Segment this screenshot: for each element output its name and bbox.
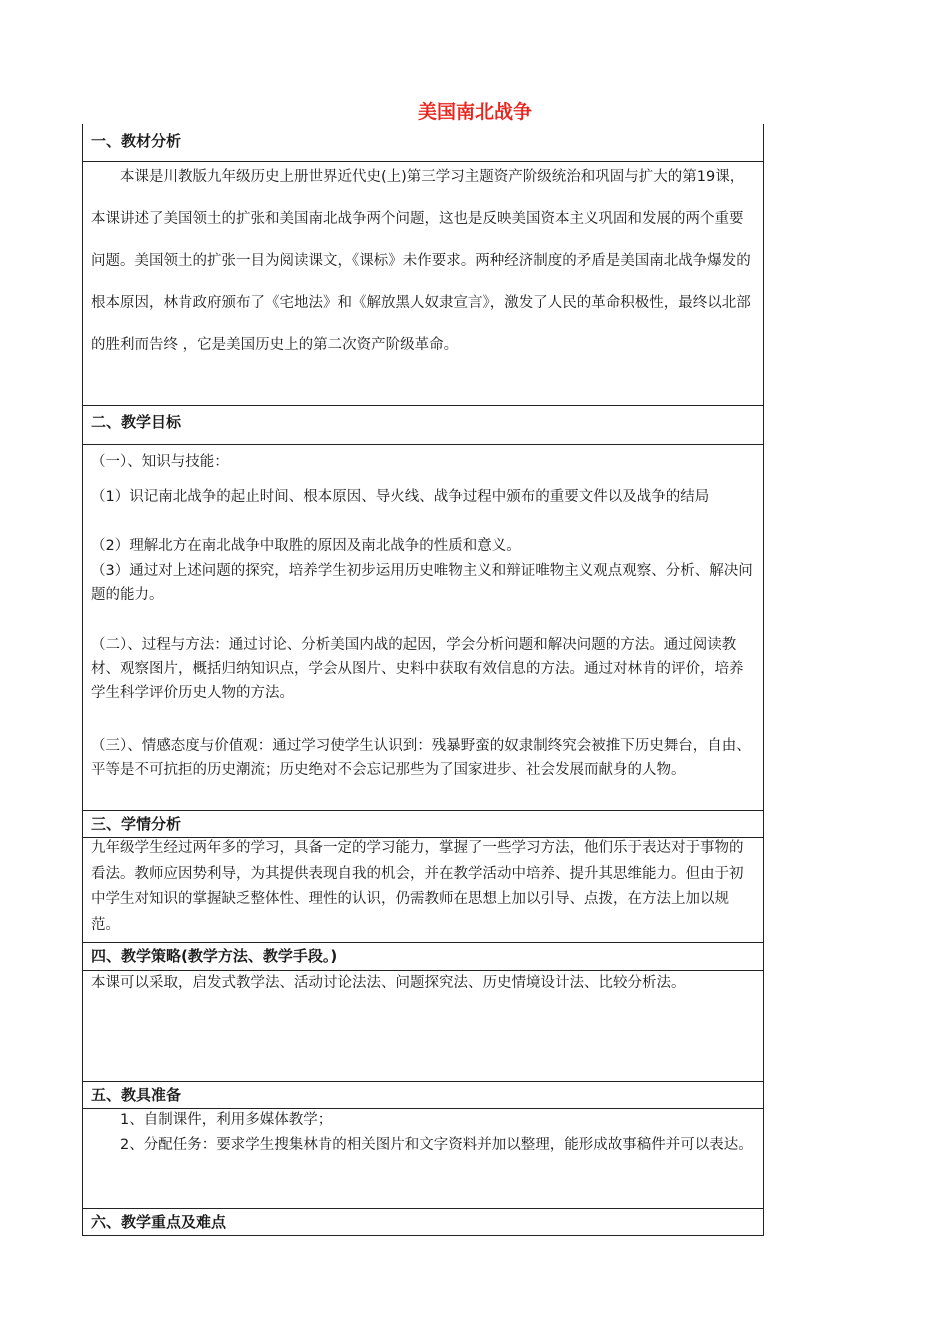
equipment-item-1: 1、自制课件，利用多媒体教学；	[120, 1112, 333, 1128]
objective-item-1: （1）识记南北战争的起止时间、根本原因、导火线、战争过程中颁布的重要文件以及战争的结局	[91, 489, 710, 505]
objective-subheading-3: （三）、情感态度与价值观：通过学习使学生认识到：残暴野蛮的奴隶制终究会被推下历史舞台，自由、平等是不可抗拒的历史潮流；历史绝对不会忘记那些为了国家进步、社会发展而献身的人物。	[91, 738, 751, 778]
equipment-item-2: 2、分配任务：要求学生搜集林肯的相关图片和文字资料并加以整理，能形成故事稿件并可以表达。	[120, 1137, 753, 1153]
section-text-3: 九年级学生经过两年多的学习，具备一定的学习能力，掌握了一些学习方法，他们乐于表达对于事物的看法。教师应因势利导，为其提供表现自我的机会，并在教学活动中培养、提升其思维能力。但由于初中学生对知识的掌握缺乏整体性、理性的认识，仍需教师在思想上加以引导、点拨，在方法上加以规范。	[91, 840, 744, 933]
section-heading-5: 五、教具准备	[82, 1081, 764, 1109]
section-heading-3: 三、学情分析	[82, 810, 764, 838]
section-text-1: 本课是川教版九年级历史上册世界近代史(上)第三学习主题资产阶级统治和巩固与扩大的第19课，本课讲述了美国领土的扩张和美国南北战争两个问题，这也是反映美国资本主义巩固和发展的两个重要问题。美国领土的扩张一目为阅读课文，《课标》未作要求。两种经济制度的矛盾是美国南北战争爆发的根本原因，林肯政府颁布了《宅地法》和《解放黑人奴隶宣言》，激发了人民的革命积极性，最终以北部的胜利而告终 ，它是美国历史上的第二次资产阶级革命。	[91, 169, 751, 353]
section-text-4: 本课可以采取，启发式教学法、活动讨论法法、问题探究法、历史情境设计法、比较分析法。	[91, 975, 686, 991]
page-title: 美国南北战争	[417, 101, 532, 123]
section-heading-2: 二、教学目标	[82, 405, 764, 445]
objective-item-2: （2）理解北方在南北战争中取胜的原因及南北战争的性质和意义。	[91, 538, 521, 554]
section-heading-6: 六、教学重点及难点	[82, 1208, 764, 1236]
objective-subheading-2: （二）、过程与方法：通过讨论、分析美国内战的起因，学会分析问题和解决问题的方法。通过阅读教材、观察图片，概括归纳知识点，学会从图片、史料中获取有效信息的方法。通过对林肯的评价，培养学生科学评价历史人物的方法。	[91, 637, 744, 701]
section-heading-1: 一、教材分析	[82, 124, 764, 162]
section-heading-4: 四、教学策略(教学方法、教学手段。)	[82, 942, 764, 971]
objective-item-3: （3）通过对上述问题的探究，培养学生初步运用历史唯物主义和辩证唯物主义观点观察、分析、解决问题的能力。	[91, 563, 753, 603]
objective-subheading-1: （一）、知识与技能：	[91, 454, 229, 470]
